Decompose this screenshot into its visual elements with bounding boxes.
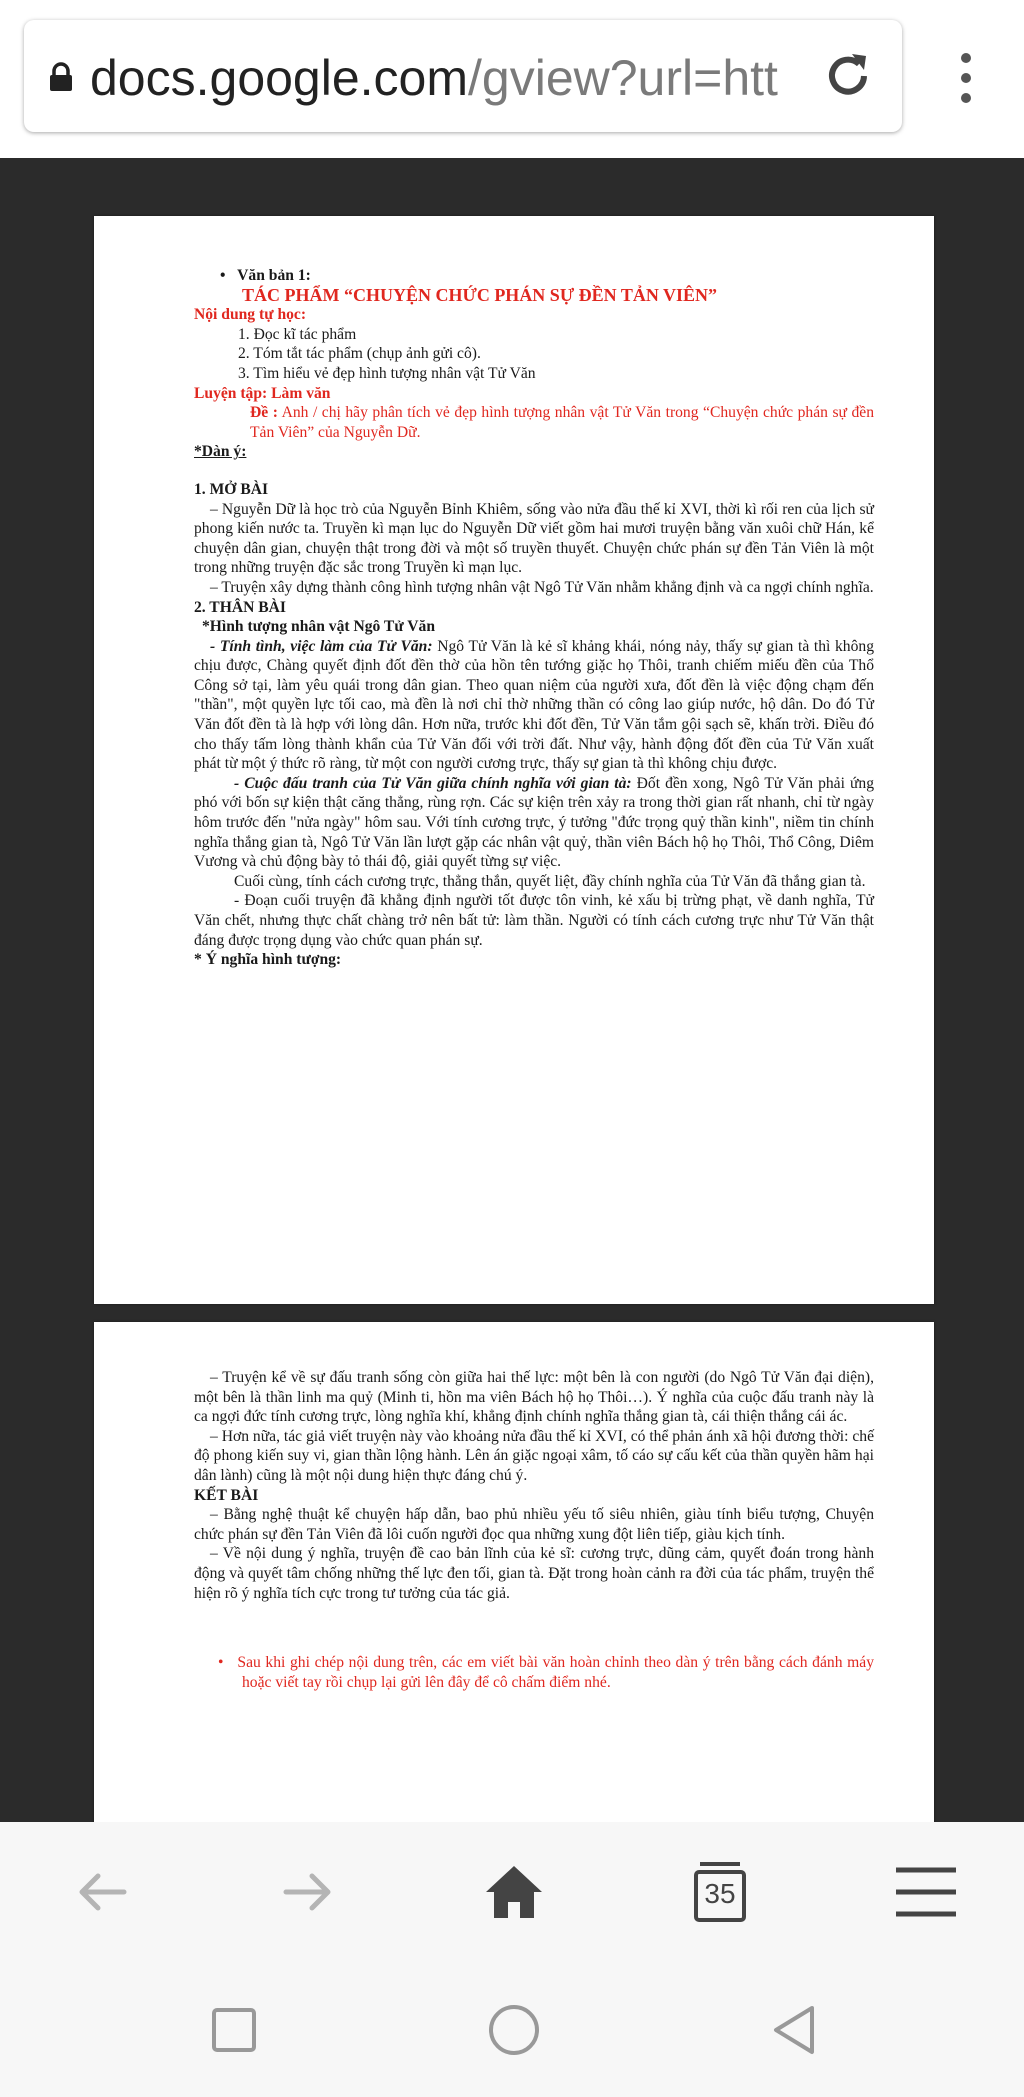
paragraph: Cuối cùng, tính cách cương trực, thẳng thắn, quyết liệt, đầy chính nghĩa của Tử Văn đã thắng gian tà. — [234, 872, 866, 890]
meaning-heading: * Ý nghĩa hình tượng: — [194, 951, 342, 969]
tabs-button[interactable] — [684, 1856, 756, 1928]
document-page-1 — [94, 216, 934, 1304]
paragraph: – Nguyễn Dữ là học trò của Nguyễn Bỉnh Khiêm, sống vào nửa đầu thế kỉ XVI, thời kì rối ren của lịch sử phong kiến nước ta. Truyền kì mạn lục do Nguyễn Dữ viết gồm hai mươi truyện bằng văn xuôi chữ Hán, kể chuyện dân gian, chuyện thật trong đời và một số truyền thuyết. Chuyện chức phán sự đền Tản Viên là một trong những truyện đặc sắc trong Truyền kì mạn lục. — [194, 500, 874, 577]
body-heading: 2. THÂN BÀI — [194, 598, 286, 616]
paragraph: – Hơn nữa, tác giả viết truyện này vào khoảng nửa đầu thế kỉ XVI, có thể phản ánh xã hội đương thời: chế độ phong kiến suy vi, gian thần lộng hành. Lên án giặc ngoại xâm, tố cáo sự cấu kết của thần quyền hãm hại dân lành) cũng là một nội dung hiện thực đáng chú ý. — [194, 1427, 874, 1484]
address-bar[interactable] — [24, 20, 902, 132]
url-path: /gview?url=htt — [468, 50, 778, 106]
closing-note: • Sau khi ghi chép nội dung trên, các em viết bài văn hoàn chỉnh theo dàn ý trên bằng cách đánh máy hoặc viết tay rồi chụp lại gửi lên đây để cô chấm điểm nhé. — [218, 1654, 874, 1691]
document-page-2 — [94, 1322, 934, 1822]
conclusion-heading: KẾT BÀI — [194, 1486, 259, 1504]
prompt-label: Đề : — [250, 404, 278, 422]
page-1-content — [194, 266, 874, 970]
list-item: 1. Đọc kĩ tác phẩm — [238, 325, 357, 343]
text-label: • Văn bản 1: — [220, 267, 311, 284]
paragraph-text: Đốt đền xong, Ngô Tử Văn phải ứng phó với bốn sự kiện thật căng thẳng, rùng rợn. Các sự kiện trên xảy ra trong thời gian rất nhanh, chỉ từ ngày hôm trước đến "nửa ngày" hôm sau. Với tính cương trực, ý tưởng "đức trọng quỷ thần kinh", niềm tin chính nghĩa thắng gian tà, Ngô Tử Văn lần lượt gặp các nhân vật quỷ, thần viên Bách hộ họ Thôi, Thổ Công, Diêm Vương và chủ động bày tỏ thái độ, giải quyết từng sự việc. — [194, 774, 874, 871]
more-options-icon[interactable] — [946, 48, 986, 108]
outline-label: *Dàn ý: — [194, 443, 247, 461]
home-circle-icon[interactable] — [484, 2000, 544, 2060]
browser-toolbar — [0, 0, 1024, 158]
back-arrow-icon[interactable] — [66, 1856, 138, 1928]
paragraph: - Đoạn cuối truyện đã khẳng định người tốt được tôn vinh, kẻ xấu bị trừng phạt, về danh nghĩa, Tử Văn chết, nhưng thực chất chàng trở nên bất tử: làm thần. Người có tính cách cương trực như Tử Văn thật đáng được trọng dụng vào chức quan phán sự. — [194, 892, 874, 949]
document-viewer[interactable] — [0, 158, 1024, 1822]
home-icon[interactable] — [478, 1856, 550, 1928]
recents-square-icon[interactable] — [204, 2000, 264, 2060]
list-item: 2. Tóm tắt tác phẩm (chụp ảnh gửi cô). — [238, 345, 481, 363]
image-heading: *Hình tượng nhân vật Ngô Tử Văn — [202, 618, 436, 636]
paragraph-text: Ngô Tử Văn là kẻ sĩ khảng khái, nóng nảy, thấy sự gian tà thì không chịu được, Chàng quyết định đốt đền thờ của hồn tên tướng giặc họ Thôi, tranh chiếm miếu đền của Thổ Công sở tại, làm yêu quái trong dân gian. Theo quan niệm của người xưa, đốt đền là việc động chạm đến "thần", một quyền lực tối cao, mà đền là nơi chỉ thờ những thần có công lao giúp nước, hộ dân. Do đó Tử Văn đốt đền tà là hợp với lòng dân. Hơn nữa, trước khi đốt đền, Tử Văn tắm gội sạch sẽ, khấn trời. Điều đó cho thấy tấm lòng thành khẩn của Tử Văn đối với trời đất. Như vậy, hành động đốt đền của Tử Văn xuất phát từ một ý thức rõ ràng, từ một con người cương trực, thấy sự gian tà thì không chịu được. — [194, 637, 874, 773]
paragraph: – Truyện kể về sự đấu tranh sống còn giữa hai thế lực: một bên là con người (do Ngô Tử Văn đại diện), một bên là thần linh ma quỷ (Minh ti, hồn ma viên Bách hộ họ Thôi…). Ý nghĩa của cuộc đấu tranh này là ca ngợi đức tính cương trực, lòng nghĩa khí, khẳng định chính nghĩa thắng gian tà, cái thiện thắng cái ác. — [194, 1369, 874, 1426]
hamburger-menu-icon[interactable] — [890, 1856, 962, 1928]
prompt-text: Anh / chị hãy phân tích vẻ đẹp hình tượng nhân vật Tử Văn trong “Chuyện chức phán sự đền Tản Viên” của Nguyễn Dữ. — [250, 404, 874, 441]
page-2-content — [194, 1368, 874, 1692]
paragraph — [194, 637, 874, 774]
work-title: TÁC PHẨM “CHUYỆN CHỨC PHÁN SỰ ĐỀN TẢN VIÊN” — [242, 284, 718, 305]
paragraph: – Bằng nghệ thuật kể chuyện hấp dẫn, bao phủ nhiều yếu tố siêu nhiên, giàu tính biểu tượng, Chuyện chức phán sự đền Tản Viên đã lôi cuốn người đọc qua những xung đột liên tiếp, giàu kịch tính. — [194, 1506, 874, 1543]
paragraph: – Về nội dung ý nghĩa, truyện đề cao bản lĩnh của kẻ sĩ: cương trực, dũng cảm, quyết đoán trong hành động và quyết tâm chống những thế lực đen tối, gian tà. Đặt trong hoàn cảnh ra đời của tác phẩm, truyện thể hiện rõ ý nghĩa tích cực trong tư tưởng của tác giả. — [194, 1545, 874, 1602]
essay-prompt — [250, 403, 874, 442]
paragraph — [194, 774, 874, 872]
paragraph: – Truyện xây dựng thành công hình tượng nhân vật Ngô Tử Văn nhằm khẳng định và ca ngợi chính nghĩa. — [210, 578, 874, 596]
url-host: docs.google.com — [90, 50, 469, 106]
system-navigation-bar — [0, 1962, 1024, 2097]
forward-arrow-icon[interactable] — [272, 1856, 344, 1928]
browser-bottom-bar — [0, 1822, 1024, 1962]
url-text[interactable] — [90, 42, 796, 114]
list-item: 3. Tìm hiểu vẻ đẹp hình tượng nhân vật Tử Văn — [238, 364, 536, 382]
intro-heading: 1. MỞ BÀI — [194, 480, 269, 498]
paragraph-label: - Cuộc đấu tranh của Tử Văn giữa chính nghĩa với gian tà: — [234, 774, 632, 792]
note-text: Sau khi ghi chép nội dung trên, các em viết bài văn hoàn chỉnh theo dàn ý trên bằng cách đánh máy hoặc viết tay rồi chụp lại gửi lên đây để cô chấm điểm nhé. — [237, 1654, 874, 1691]
reload-icon[interactable] — [818, 46, 878, 106]
back-triangle-icon[interactable] — [764, 2000, 824, 2060]
self-study-heading: Nội dung tự học: — [194, 306, 307, 324]
practice-heading: Luyện tập: Làm văn — [194, 384, 331, 402]
tab-count: 35 — [704, 1878, 736, 1909]
bullet-label: Văn bản 1: — [237, 267, 311, 284]
lock-icon — [48, 62, 74, 92]
self-study-list — [238, 325, 874, 384]
paragraph-label: - Tính tình, việc làm của Tử Văn: — [210, 637, 433, 655]
